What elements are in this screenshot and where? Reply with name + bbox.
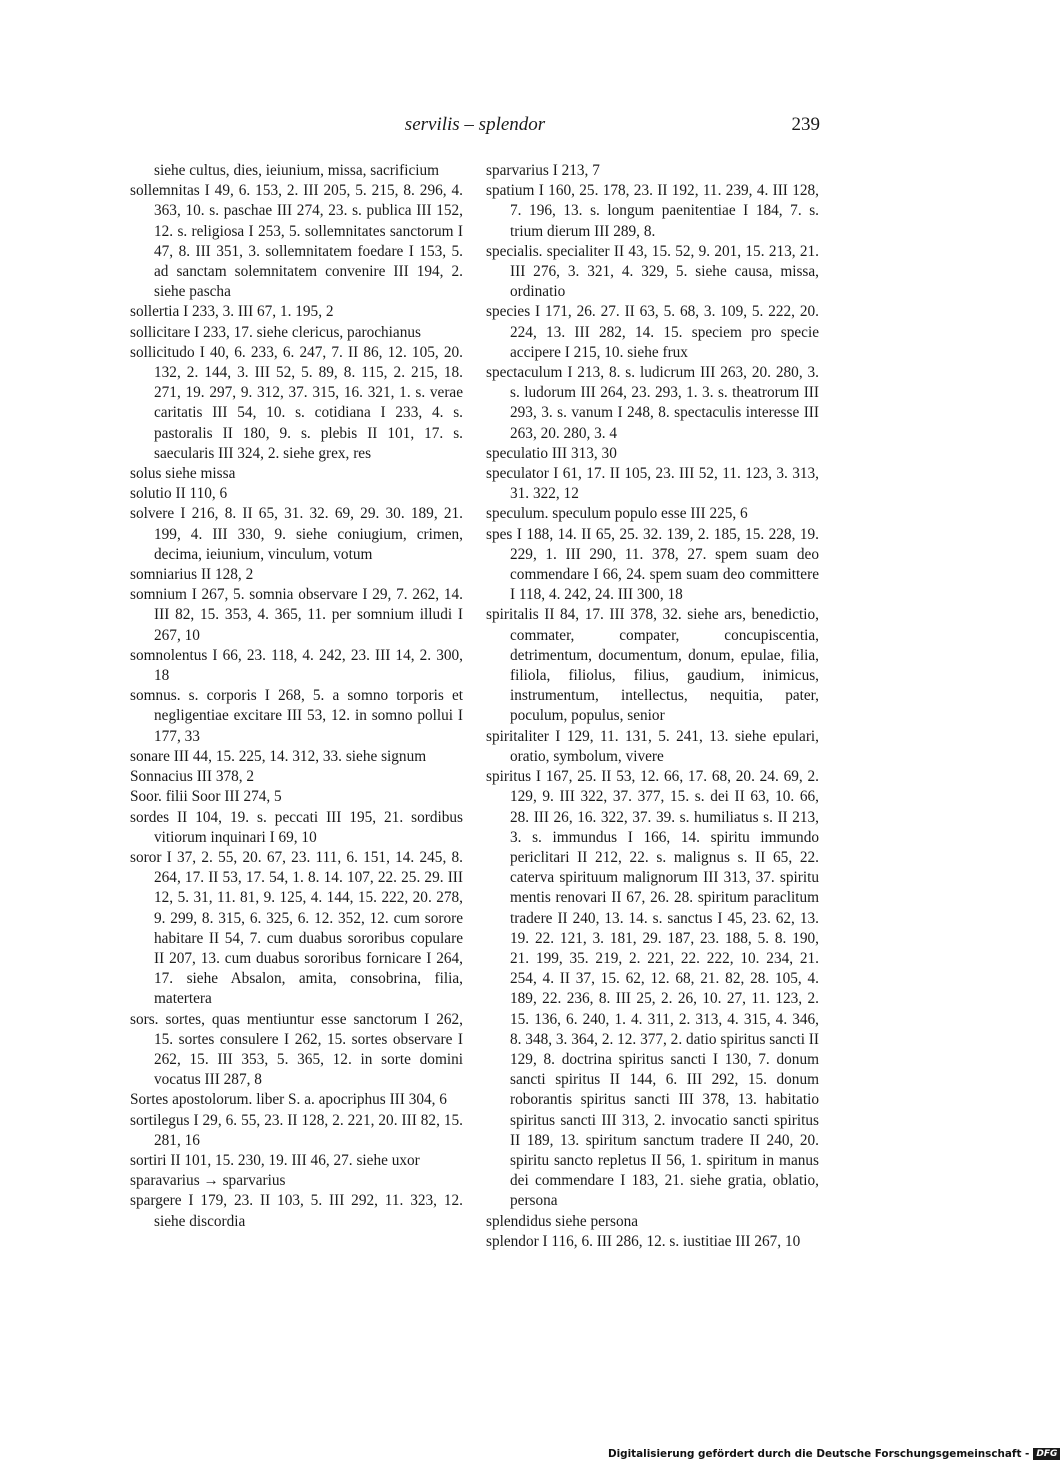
index-entry: species I 171, 26. 27. II 63, 5. 68, 3. 109, 5. 222, 20. 224, 13. III 282, 14. 15. speciem pro specie accipere I 215, 10. siehe frux [486,303,819,361]
index-entry: speculum. speculum populo esse III 225, 6 [486,505,748,523]
page-number: 239 [791,114,820,135]
index-entry: soror I 37, 2. 55, 20. 67, 23. 111, 6. 151, 14. 245, 8. 264, 17. II 53, 17. 54, 1. 8. 14. 107, 22. 25. 29. III 12, 5. 31, 11. 81, 9. 125, 4. 144, 15. 222, 20. 278, 9. 299, 8. 315, 6. 325, 6. 12. 352, 12. cum sorore habitare II 54, 7. cum duabus sororibus copulare II 207, 13. cum duabus sororibus fornicare I 264, 17. siehe Absalon, amita, consobrina, filia, matertera [130,848,463,1008]
index-entry: specialis. specialiter II 43, 15. 52, 9. 201, 15. 213, 21. III 276, 3. 321, 4. 329, 5. siehe causa, missa, ordinatio [486,242,819,301]
index-entry: Sortes apostolorum. liber S. a. apocriphus III 304, 6 [130,1091,447,1109]
index-entry: somnolentus I 66, 23. 118, 4. 242, 23. III 14, 2. 300, 18 [130,646,463,685]
index-entry: sparavarius → sparvarius [130,1172,286,1190]
index-entry: sortilegus I 29, 6. 55, 23. II 128, 2. 221, 20. III 82, 15. 281, 16 [130,1111,463,1149]
index-entry: Sonnacius III 378, 2 [130,768,255,786]
footer-text: Digitalisierung gefördert durch die Deutsche Forschungsgemeinschaft - [608,1448,1030,1460]
dfg-logo: DFG [1033,1448,1060,1460]
index-column-right [486,161,819,1252]
page-header [130,114,820,144]
index-entry: speculatio III 313, 30 [486,444,617,462]
index-entry: sparvarius I 213, 7 [486,162,600,179]
index-entry: splendidus siehe persona [486,1212,639,1230]
index-entry: spargere I 179, 23. II 103, 5. III 292, 11. 323, 12. siehe discordia [130,1192,463,1230]
index-entry: somniarius II 128, 2 [130,566,254,584]
index-entry: somnium I 267, 5. somnia observare I 29, 7. 262, 14. III 82, 15. 353, 4. 365, 11. per somnium illudi I 267, 10 [130,586,463,644]
index-entry: sordes II 104, 19. s. peccati III 195, 21. sordibus vitiorum inquinari I 69, 10 [130,808,463,846]
index-entry: spiritaliter I 129, 11. 131, 5. 241, 13. siehe epulari, oratio, symbolum, vivere [486,727,819,765]
index-entry: siehe cultus, dies, ieiunium, missa, sacrificium [154,162,440,179]
index-entry: solvere I 216, 8. II 65, 31. 32. 69, 29. 30. 189, 21. 199, 4. III 330, 9. siehe coniugium, crimen, decima, ieiunium, vinculum, votum [130,505,463,563]
index-entry: spiritus I 167, 25. II 53, 12. 66, 17. 68, 20. 24. 69, 2. 129, 9. III 322, 37. 377, 15. s. dei II 63, 10. 66, 28. III 26, 16. 322, 37. 39. s. humiliatus s. II 213, 3. s. immundus I 166, 14. spiritu immundo periclitari II 212, 22. s. malignus s. II 65, 22. caterva spirituum malignorum III 313, 37. spiritu mentis renovari II 67, 26. 28. spiritum paraclitum tradere II 240, 13. 14. s. sanctus I 45, 23. 62, 13. 19. 22. 121, 3. 181, 29. 187, 23. 188, 5. 8. 190, 21. 199, 35. 219, 2. 221, 22. 222, 10. 234, 21. 254, 4. II 37, 15. 62, 12. 68, 21. 82, 28. 105, 4. 189, 22. 236, 8. III 25, 2. 26, 10. 27, 11. 123, 2. 15. 136, 6. 240, 1. 4. 311, 2. 313, 4. 315, 4. 346, 8. 348, 3. 364, 2. 12. 377, 2. datio spiritus sancti II 129, 8. doctrina spiritus sancti I 130, 7. donum sancti spiritus II 144, 6. III 292, 15. donum roborantis spiritus sancti III 378, 13. habitatio spiritus sancti III 313, 2. invocatio sancti spiritus II 189, 13. spiritum sanctum tradere II 240, 20. spiritu sancto repletus II 56, 1. spiritum in manus dei commendare I 183, 21. siehe gratia, oblatio, persona [486,768,819,1210]
index-entry: spes I 188, 14. II 65, 25. 32. 139, 2. 185, 15. 228, 19. 229, 1. III 290, 11. 378, 27. spem suam deo commendare I 66, 24. spem suam deo committere I 118, 4. 242, 24. III 300, 18 [486,525,819,604]
index-entry: spiritalis II 84, 17. III 378, 32. siehe ars, benedictio, commater, compater, concupiscentia, detrimentum, documentum, donum, epulae, filia, filiola, filiolus, filius, gaudium, inimicus, instrumentum, intellectus, nequitia, pater, poculum, populus, senior [486,606,819,725]
index-entry: solus siehe missa [130,465,236,483]
index-column-left [130,161,463,1232]
index-entry: spectaculum I 213, 8. s. ludicrum III 263, 20. 280, 3. s. ludorum III 264, 23. 293, 1. 3. s. theatrorum III 293, 3. s. vanum I 248, 8. spectaculis interesse III 263, 20. 280, 3. 4 [486,364,819,442]
index-entry: somnus. s. corporis I 268, 5. a somno torporis et negligentiae excitare III 53, 12. in somno pollui I 177, 33 [130,687,463,745]
index-entry: sonare III 44, 15. 225, 14. 312, 33. siehe signum [130,747,427,765]
index-entry: solutio II 110, 6 [130,485,228,503]
running-title: servilis – splendor [404,114,546,135]
index-entry: sollemnitas I 49, 6. 153, 2. III 205, 5. 215, 8. 296, 4. 363, 10. s. paschae III 274, 23. s. publica III 152, 12. s. religiosa I 253, 5. sollemnitates sanctorum I 47, 8. III 351, 3. sollemnitatem foedare I 153, 5. ad sanctam solemnitatem convenire III 194, 2. siehe pascha [130,182,463,301]
index-entry: Soor. filii Soor III 274, 5 [130,788,282,806]
index-entry: speculator I 61, 17. II 105, 23. III 52, 11. 123, 3. 313, 31. 322, 12 [486,465,819,503]
index-entry: sollicitare I 233, 17. siehe clericus, parochianus [130,323,421,341]
index-entry: spatium I 160, 25. 178, 23. II 192, 11. 239, 4. III 128, 7. 196, 13. s. longum paenitentiae I 184, 7. s. trium dierum III 289, 8. [486,182,819,240]
index-entry: sortiri II 101, 15. 230, 19. III 46, 27. siehe uxor [130,1151,420,1169]
index-entry: sollertia I 233, 3. III 67, 1. 195, 2 [130,303,334,321]
funding-footer [608,1448,1058,1466]
index-entry: splendor I 116, 6. III 286, 12. s. iustitiae III 267, 10 [486,1232,801,1250]
index-entry: sors. sortes, quas mentiuntur esse sanctorum I 262, 15. sortes consulere I 262, 15. sortes observare I 262, 15. III 353, 5. 365, 12. in sorte domini vocatus III 287, 8 [130,1010,463,1089]
index-entry: sollicitudo I 40, 6. 233, 6. 247, 7. II 86, 12. 105, 20. 132, 2. 144, 3. III 52, 5. 89, 8. 115, 2. 215, 18. 271, 19. 297, 9. 312, 37. 315, 16. 321, 1. s. verae caritatis III 54, 10. s. cotidiana I 233, 4. s. pastoralis II 180, 9. s. plebis II 101, 17. s. saecularis III 324, 2. siehe grex, res [130,343,463,462]
